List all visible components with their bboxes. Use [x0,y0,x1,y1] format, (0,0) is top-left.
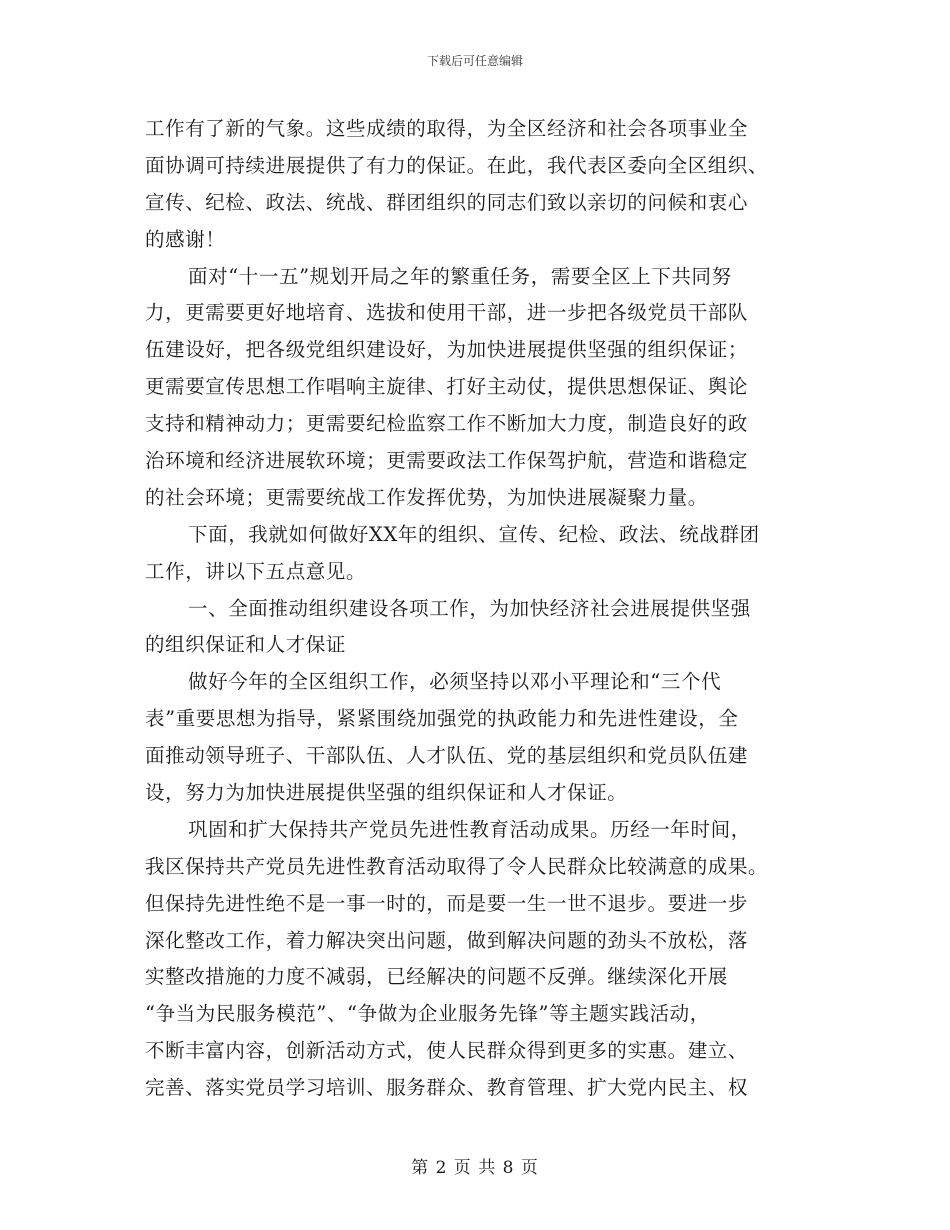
text-line: 但保持先进性绝不是一事一时的，而是要一生一世不退步。要进一步 [145,891,749,915]
text-line: 面协调可持续进展提供了有力的保证。在此，我代表区委向全区组织、 [145,153,769,177]
text-line: 的社会环境；更需要统战工作发挥优势，为加快进展凝聚力量。 [145,485,708,509]
text-line: 工作，讲以下五点意见。 [145,559,367,583]
header-note: 下载后可任意编辑 [426,54,523,68]
text-line: 完善、落实党员学习培训、服务群众、教育管理、扩大党内民主、权 [145,1076,749,1100]
text-line: 治环境和经济进展软环境；更需要政法工作保驾护航，营造和谐稳定 [145,449,749,473]
text-line: 的感谢！ [145,227,226,251]
section-heading-line: 的组织保证和人才保证 [145,633,347,657]
text-line: 巩固和扩大保持共产党员先进性教育活动成果。历经一年时间， [188,817,751,841]
text-line: 表”重要思想为指导，紧紧围绕加强党的执政能力和先进性建设，全 [145,707,739,731]
text-line: 实整改措施的力度不减弱，已经解决的问题不反弹。继续深化开展 [145,965,728,989]
text-line: 我区保持共产党员先进性教育活动取得了令人民群众比较满意的成果。 [145,854,769,878]
text-line: 更需要宣传思想工作唱响主旋律、打好主动仗，提供思想保证、舆论 [145,375,749,399]
body-text [145,111,805,1107]
text-line: 深化整改工作，着力解决突出问题，做到解决问题的劲头不放松，落 [145,928,749,952]
text-line: 宣传、纪检、政法、统战、群团组织的同志们致以亲切的问候和衷心 [145,190,749,214]
text-line: 伍建设好，把各级党组织建设好，为加快进展提供坚强的组织保证； [145,338,749,362]
page-number: 第 2 页 共 8 页 [411,1158,539,1178]
text-line: 下面，我就如何做好XX年的组织、宣传、纪检、政法、统战群团 [188,522,760,546]
text-line: 面对“十一五”规划开局之年的繁重任务，需要全区上下共同努 [188,264,732,288]
text-line: 设，努力为加快进展提供坚强的组织保证和人才保证。 [145,781,628,805]
text-line: 不断丰富内容，创新活动方式，使人民群众得到更多的实惠。建立、 [145,1039,749,1063]
section-heading-line: 一、全面推动组织建设各项工作，为加快经济社会进展提供坚强 [188,596,751,620]
text-line: 工作有了新的气象。这些成绩的取得，为全区经济和社会各项事业全 [145,117,749,140]
text-line: 做好今年的全区组织工作，必须坚持以邓小平理论和“三个代 [188,670,722,694]
text-line: 面推动领导班子、干部队伍、人才队伍、党的基层组织和党员队伍建 [145,744,749,768]
text-line: “争当为民服务模范”、“争做为企业服务先锋”等主题实践活动， [145,1002,710,1026]
text-line: 支持和精神动力；更需要纪检监察工作不断加大力度，制造良好的政 [145,412,749,436]
text-line: 力，更需要更好地培育、选拔和使用干部，进一步把各级党员干部队 [145,301,749,325]
